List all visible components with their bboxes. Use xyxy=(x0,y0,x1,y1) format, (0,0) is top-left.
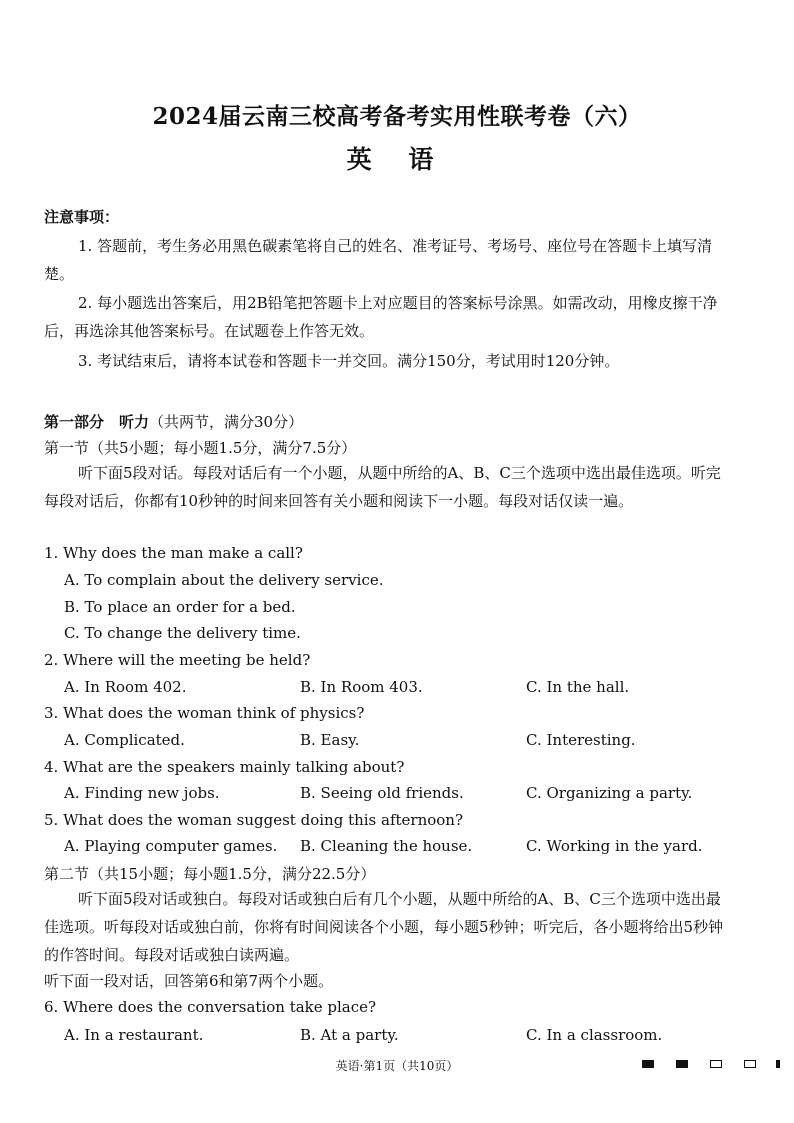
q5-option-c: C. Working in the yard. xyxy=(526,837,703,855)
section1-heading: 第一节（共5小题；每小题1.5分，满分7.5分） xyxy=(44,439,357,457)
q4-option-a: A. Finding new jobs. xyxy=(64,784,220,802)
question-4: 4. What are the speakers mainly talking about? xyxy=(44,758,405,776)
subject-title: 英 语 xyxy=(346,145,448,174)
scan-mark-hollow xyxy=(744,1060,756,1068)
question-5: 5. What does the woman suggest doing this afternoon? xyxy=(44,811,464,829)
q4-option-c: C. Organizing a party. xyxy=(526,784,693,802)
section2-instructions: 听下面5段对话或独白。每段对话或独白后有几个小题，从题中所给的A、B、C三个选项中选出最佳选项。听每段对话或独白前，你将有时间阅读各个小题，每小题5秒钟；听完后，各小题将给出5秒钟的作答时间。每段对话或独白读两遍。 xyxy=(44,890,724,964)
part1-heading-rest: （共两节，满分30分） xyxy=(149,413,304,431)
q6-option-c: C. In a classroom. xyxy=(526,1026,663,1044)
question-3: 3. What does the woman think of physics? xyxy=(44,704,365,722)
question-1: 1. Why does the man make a call? xyxy=(44,544,303,562)
q2-option-a: A. In Room 402. xyxy=(64,678,187,696)
exam-title: 2024届云南三校高考备考实用性联考卷（六） xyxy=(152,103,642,130)
q6-option-a: A. In a restaurant. xyxy=(64,1026,204,1044)
q6-option-b: B. At a party. xyxy=(300,1026,399,1044)
dialog-intro: 听下面一段对话，回答第6和第7两个小题。 xyxy=(44,972,334,990)
notice-item-3: 3. 考试结束后，请将本试卷和答题卡一并交回。满分150分，考试用时120分钟。 xyxy=(78,352,620,370)
notice-item-1: 1. 答题前，考生务必用黑色碳素笔将自己的姓名、准考证号、考场号、座位号在答题卡上填写清楚。 xyxy=(44,237,713,283)
q1-option-b: B. To place an order for a bed. xyxy=(64,598,296,616)
q3-option-b: B. Easy. xyxy=(300,731,360,749)
scan-mark-filled xyxy=(676,1060,688,1068)
q5-option-a: A. Playing computer games. xyxy=(64,837,278,855)
q1-option-c: C. To change the delivery time. xyxy=(64,624,301,642)
q3-option-c: C. Interesting. xyxy=(526,731,636,749)
q2-option-c: C. In the hall. xyxy=(526,678,630,696)
question-2: 2. Where will the meeting be held? xyxy=(44,651,311,669)
part1-heading xyxy=(44,411,303,432)
q3-option-a: A. Complicated. xyxy=(64,731,185,749)
q2-option-b: B. In Room 403. xyxy=(300,678,423,696)
notice-item-2: 2. 每小题选出答案后，用2B铅笔把答题卡上对应题目的答案标号涂黑。如需改动，用橡皮擦干净后，再选涂其他答案标号。在试题卷上作答无效。 xyxy=(44,294,718,340)
question-6: 6. Where does the conversation take place? xyxy=(44,998,377,1016)
notice-heading: 注意事项： xyxy=(44,208,120,226)
scan-mark-tick xyxy=(776,1060,780,1068)
scan-mark-filled xyxy=(642,1060,654,1068)
section2-heading: 第二节（共15小题；每小题1.5分，满分22.5分） xyxy=(44,865,376,883)
q5-option-b: B. Cleaning the house. xyxy=(300,837,473,855)
section1-instructions: 听下面5段对话。每段对话后有一个小题，从题中所给的A、B、C三个选项中选出最佳选项。听完每段对话后，你都有10秒钟的时间来回答有关小题和阅读下一小题。每段对话仅读一遍。 xyxy=(44,464,721,510)
page-footer: 英语·第1页（共10页） xyxy=(335,1059,459,1073)
q1-option-a: A. To complain about the delivery service. xyxy=(64,571,384,589)
q4-option-b: B. Seeing old friends. xyxy=(300,784,464,802)
part1-heading-bold: 第一部分 听力 xyxy=(44,413,150,431)
scan-mark-hollow xyxy=(710,1060,722,1068)
